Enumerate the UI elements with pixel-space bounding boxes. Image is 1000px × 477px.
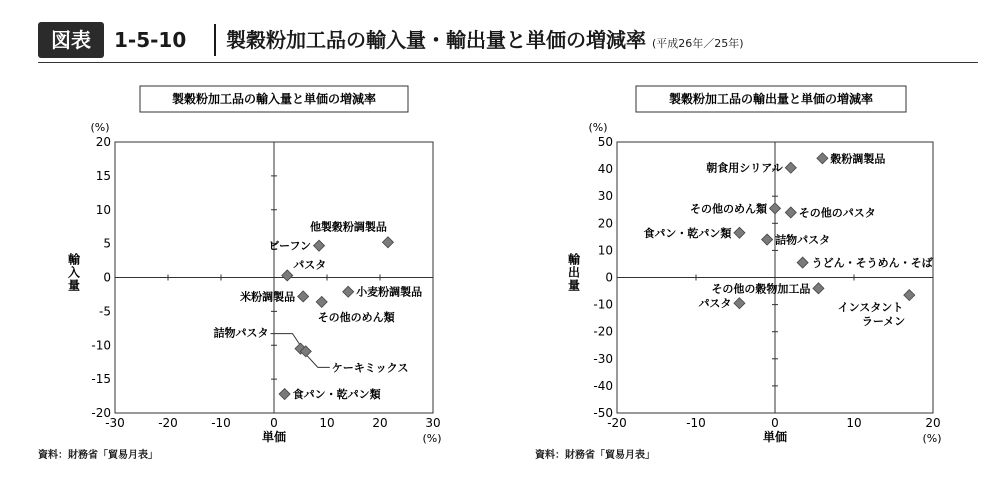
y-tick-label: 10 bbox=[597, 243, 613, 258]
point-label: その他のめん類 bbox=[317, 310, 395, 324]
y-tick-label: 20 bbox=[95, 135, 111, 149]
point-label: その他の穀物加工品 bbox=[711, 282, 811, 296]
y-tick-label: -20 bbox=[593, 324, 613, 339]
source-note-left: 資料：財務省「貿易月表」 bbox=[38, 450, 158, 461]
y-tick-label: -10 bbox=[91, 338, 111, 353]
x-axis-title: 単価 bbox=[261, 430, 287, 444]
point-label: 米粉調製品 bbox=[240, 290, 296, 304]
point-label: 詰物パスタ bbox=[213, 326, 269, 340]
y-tick-label: -50 bbox=[593, 406, 613, 420]
data-point bbox=[813, 283, 824, 294]
x-tick-label: 10 bbox=[846, 416, 862, 430]
page-title-text: 製穀粉加工品の輸入量・輸出量と単価の増減率 bbox=[226, 28, 646, 52]
point-label: ケーキミックス bbox=[331, 361, 409, 375]
x-tick-label: 0 bbox=[771, 416, 779, 430]
chart-title: 製穀粉加工品の輸出量と単価の増減率 bbox=[668, 92, 874, 106]
y-tick-label: 40 bbox=[597, 162, 613, 177]
x-unit-label: (%) bbox=[422, 432, 442, 445]
y-tick-label: -10 bbox=[593, 297, 613, 312]
point-label: その他のめん類 bbox=[690, 202, 767, 216]
y-tick-label: 10 bbox=[95, 202, 111, 217]
data-point bbox=[734, 227, 745, 238]
data-point bbox=[904, 290, 915, 301]
point-label: 食パン・乾パン類 bbox=[643, 226, 732, 240]
data-point bbox=[785, 207, 796, 218]
y-unit-label: (%) bbox=[90, 121, 110, 134]
data-point bbox=[762, 234, 773, 245]
data-point bbox=[770, 203, 781, 214]
chart-title: 製穀粉加工品の輸入量と単価の増減率 bbox=[171, 92, 377, 106]
y-tick-label: -30 bbox=[593, 351, 613, 366]
x-tick-label: 10 bbox=[319, 416, 335, 430]
page-subtitle: (平成26年／25年) bbox=[652, 37, 744, 50]
y-tick-label: -20 bbox=[91, 406, 111, 420]
point-label: パスタ bbox=[293, 258, 327, 272]
data-point bbox=[785, 162, 796, 173]
x-tick-label: 20 bbox=[372, 416, 388, 430]
x-tick-label: -30 bbox=[105, 416, 125, 430]
x-tick-label: 30 bbox=[425, 416, 441, 430]
point-label: ビーフン bbox=[268, 239, 312, 253]
y-unit-label: (%) bbox=[588, 121, 608, 134]
y-tick-label: 0 bbox=[103, 270, 111, 285]
point-label: 他製穀粉調製品 bbox=[309, 220, 387, 234]
figure-number: 1-5-10 bbox=[114, 28, 187, 52]
y-tick-label: -5 bbox=[99, 304, 111, 319]
x-tick-label: -10 bbox=[211, 416, 231, 430]
y-tick-label: -15 bbox=[91, 372, 111, 387]
x-unit-label: (%) bbox=[922, 432, 942, 445]
y-tick-label: 50 bbox=[597, 135, 613, 149]
point-label: うどん・そうめん・そば bbox=[811, 256, 933, 270]
point-label: 朝食用シリアル bbox=[706, 161, 783, 175]
y-axis-title: 輸入量 bbox=[67, 252, 81, 293]
x-tick-label: -20 bbox=[607, 416, 627, 430]
data-point bbox=[734, 298, 745, 309]
point-label: パスタ bbox=[698, 297, 732, 311]
x-tick-label: -20 bbox=[158, 416, 178, 430]
x-tick-label: -10 bbox=[686, 416, 706, 430]
point-label: インスタントラーメン bbox=[837, 301, 906, 329]
point-label: 小麦粉調製品 bbox=[356, 285, 423, 299]
y-tick-label: -40 bbox=[593, 378, 613, 393]
source-note-right: 資料：財務省「貿易月表」 bbox=[535, 450, 655, 461]
point-label: 食パン・乾パン類 bbox=[292, 388, 381, 402]
y-tick-label: 0 bbox=[605, 270, 613, 285]
x-axis-title: 単価 bbox=[762, 430, 788, 444]
point-label: 詰物パスタ bbox=[775, 233, 831, 247]
x-tick-label: 20 bbox=[925, 416, 941, 430]
point-label: 穀粉調製品 bbox=[830, 152, 886, 166]
x-tick-label: 0 bbox=[270, 416, 278, 430]
figure-badge: 図表 bbox=[38, 22, 104, 58]
point-label: その他のパスタ bbox=[798, 206, 876, 220]
y-tick-label: 30 bbox=[597, 189, 613, 204]
data-point bbox=[817, 153, 828, 164]
y-tick-label: 20 bbox=[597, 216, 613, 231]
y-tick-label: 5 bbox=[103, 236, 111, 251]
data-point bbox=[797, 257, 808, 268]
y-tick-label: 15 bbox=[95, 168, 111, 183]
y-axis-title: 輸出量 bbox=[567, 252, 581, 293]
